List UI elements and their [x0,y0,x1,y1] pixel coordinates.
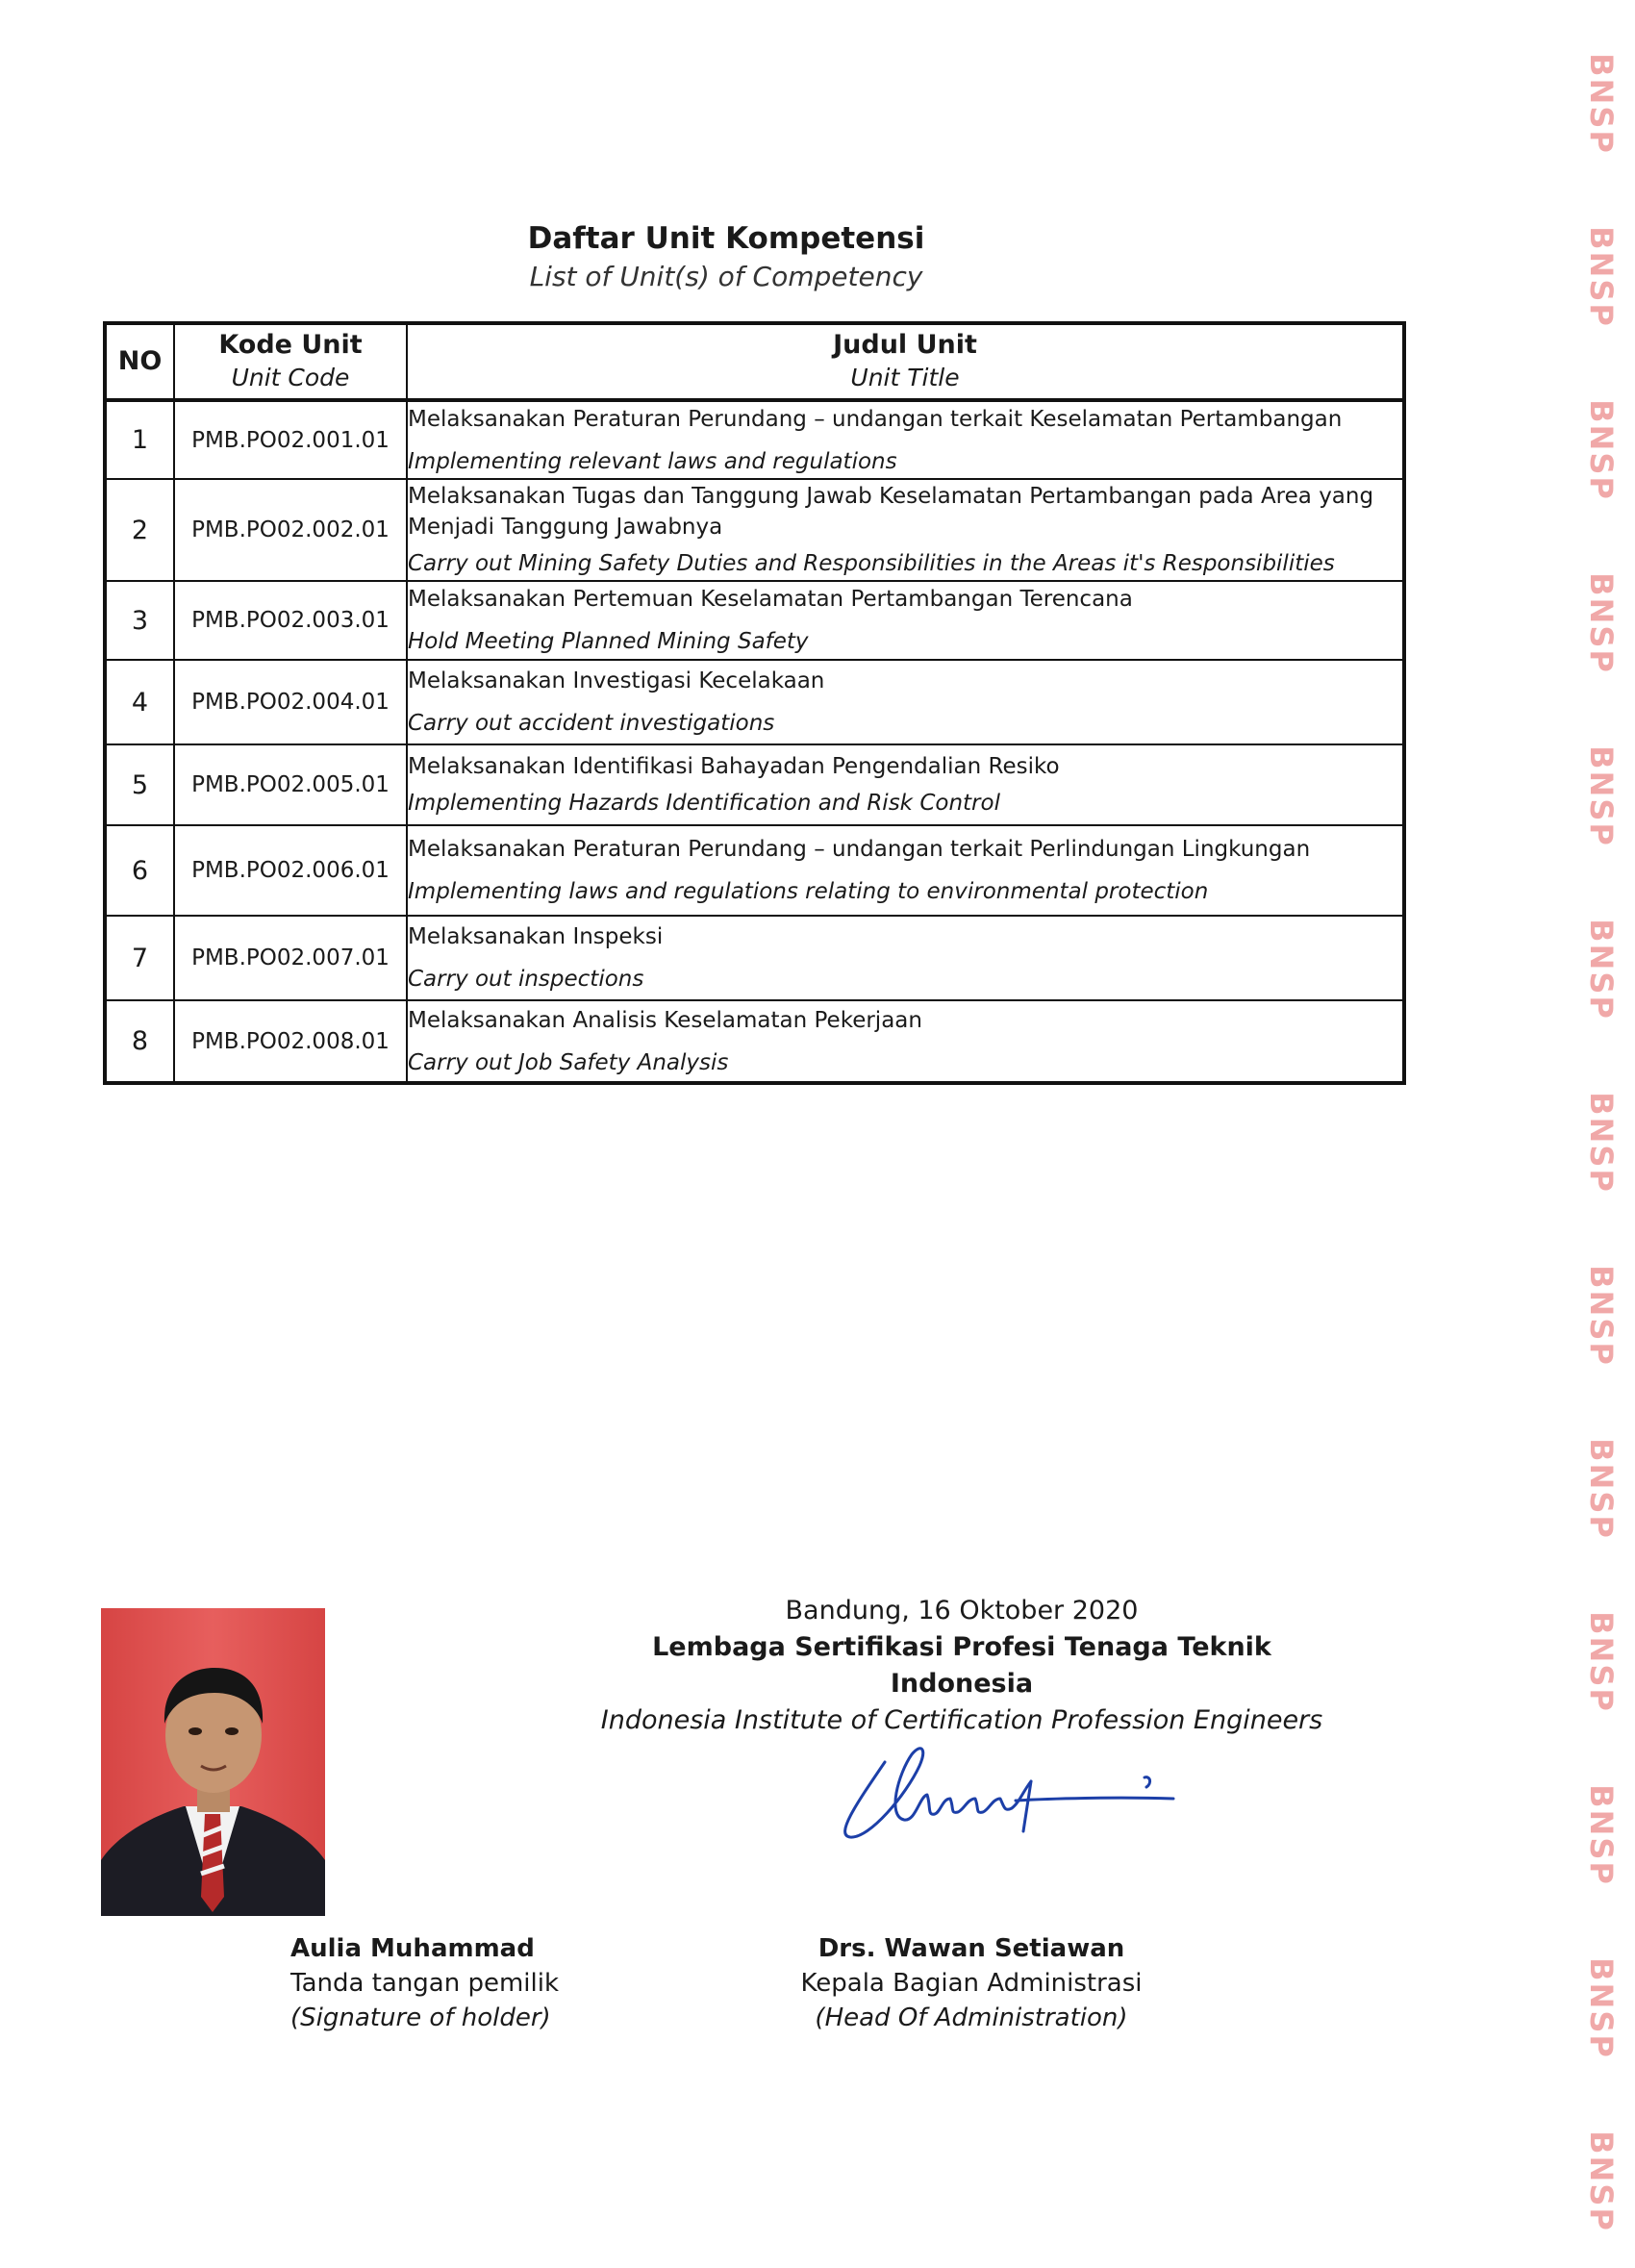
bnsp-watermark: BNSP [1583,53,1621,155]
unit-title-en: Carry out inspections [408,967,644,992]
table-row [105,825,1404,916]
unit-code: PMB.PO02.004.01 [174,660,407,744]
competency-units-table [103,321,1406,1085]
unit-title-id: Melaksanakan Pertemuan Keselamatan Pertambangan Terencana [408,587,1133,612]
unit-title [407,1000,1404,1083]
table-row [105,916,1404,1000]
unit-title-en: Carry out accident investigations [408,711,775,736]
bnsp-watermark: BNSP [1583,1265,1621,1367]
row-number: 6 [105,825,174,916]
row-number: 3 [105,581,174,660]
unit-title-id: Melaksanakan Inspeksi [408,924,664,949]
handwritten-signature [827,1727,1193,1852]
unit-title-id: Melaksanakan Identifikasi Bahayadan Pengendalian Resiko [408,754,1060,779]
table-row [105,744,1404,825]
document-title-block [0,219,1452,296]
unit-title-en: Implementing relevant laws and regulations [408,448,897,474]
bnsp-watermark: BNSP [1583,1784,1621,1886]
holder-name: Aulia Muhammad [290,1934,535,1963]
bnsp-watermark: BNSP [1583,399,1621,501]
bnsp-watermark: BNSP [1583,1611,1621,1713]
bnsp-watermark: BNSP [1583,1957,1621,2059]
left-eye [189,1727,202,1735]
unit-title-id: Melaksanakan Tugas dan Tanggung Jawab Keselamatan Pertambangan pada Area yang Menjadi Tanggung Jawabnya [408,484,1374,540]
bnsp-watermark: BNSP [1583,745,1621,847]
unit-title-en: Hold Meeting Planned Mining Safety [408,629,809,654]
table-row [105,479,1404,581]
unit-title-en: Carry out Mining Safety Duties and Responsibilities in the Areas it's Responsibilities [408,551,1335,576]
signature-stroke-dot [1144,1777,1150,1787]
signer-block [789,1931,1154,2035]
row-number: 5 [105,744,174,825]
unit-code: PMB.PO02.001.01 [174,400,407,479]
bnsp-watermark: BNSP [1583,572,1621,674]
unit-title [407,581,1404,660]
row-number: 7 [105,916,174,1000]
header-unit-code: Kode Unit Unit Code [174,323,407,400]
unit-title [407,660,1404,744]
table-header-row [105,323,1404,400]
table-row [105,660,1404,744]
signature-stroke [845,1749,1173,1837]
unit-title-en: Implementing laws and regulations relating to environmental protection [408,879,1209,904]
header-unit-title: Judul Unit Unit Title [407,323,1404,400]
unit-title [407,744,1404,825]
issuer-block [596,1593,1327,1739]
unit-code: PMB.PO02.006.01 [174,825,407,916]
place-date: Bandung, 16 Oktober 2020 [785,1596,1139,1625]
signer-role: Kepala Bagian Administrasi [800,1969,1143,1998]
holder-role: Tanda tangan pemilik [290,1969,560,1998]
unit-code: PMB.PO02.008.01 [174,1000,407,1083]
unit-code: PMB.PO02.007.01 [174,916,407,1000]
header-no: NO [105,323,174,400]
holder-role-en: (Signature of holder) [290,2003,551,2032]
table-row [105,400,1404,479]
bnsp-watermark: BNSP [1583,1438,1621,1540]
unit-title-id: Melaksanakan Analisis Keselamatan Pekerjaan [408,1007,922,1033]
row-number: 4 [105,660,174,744]
unit-title [407,916,1404,1000]
bnsp-watermark: BNSP [1583,919,1621,1021]
unit-code: PMB.PO02.002.01 [174,479,407,581]
document-title: Daftar Unit Kompetensi [527,221,925,256]
right-eye [225,1727,239,1735]
holder-photo [101,1608,325,1916]
bnsp-watermark: BNSP [1583,226,1621,328]
unit-title-en: Carry out Job Safety Analysis [408,1049,729,1075]
holder-portrait-image [101,1608,325,1916]
unit-title-id: Melaksanakan Investigasi Kecelakaan [408,668,825,693]
issuer-organization: Lembaga Sertifikasi Profesi Tenaga Teknik Indonesia [652,1632,1271,1699]
bnsp-watermark: BNSP [1583,1092,1621,1194]
signer-name: Drs. Wawan Setiawan [818,1934,1125,1963]
holder-block [290,1931,560,2035]
unit-title [407,825,1404,916]
signer-role-en: (Head Of Administration) [815,2003,1128,2032]
document-subtitle: List of Unit(s) of Competency [529,261,923,292]
bnsp-watermark: BNSP [1583,2130,1621,2232]
unit-title-en: Implementing Hazards Identification and Risk Control [408,791,1000,816]
unit-title [407,400,1404,479]
unit-code: PMB.PO02.003.01 [174,581,407,660]
issuer-organization-en: Indonesia Institute of Certification Profession Engineers [600,1705,1323,1735]
bnsp-watermark-strip [1573,17,1629,2268]
row-number: 8 [105,1000,174,1083]
unit-title-id: Melaksanakan Peraturan Perundang – undangan terkait Perlindungan Lingkungan [408,837,1311,862]
table-row [105,1000,1404,1083]
unit-code: PMB.PO02.005.01 [174,744,407,825]
row-number: 1 [105,400,174,479]
unit-title [407,479,1404,581]
unit-title-id: Melaksanakan Peraturan Perundang – undangan terkait Keselamatan Pertambangan [408,406,1343,432]
table-row [105,581,1404,660]
row-number: 2 [105,479,174,581]
